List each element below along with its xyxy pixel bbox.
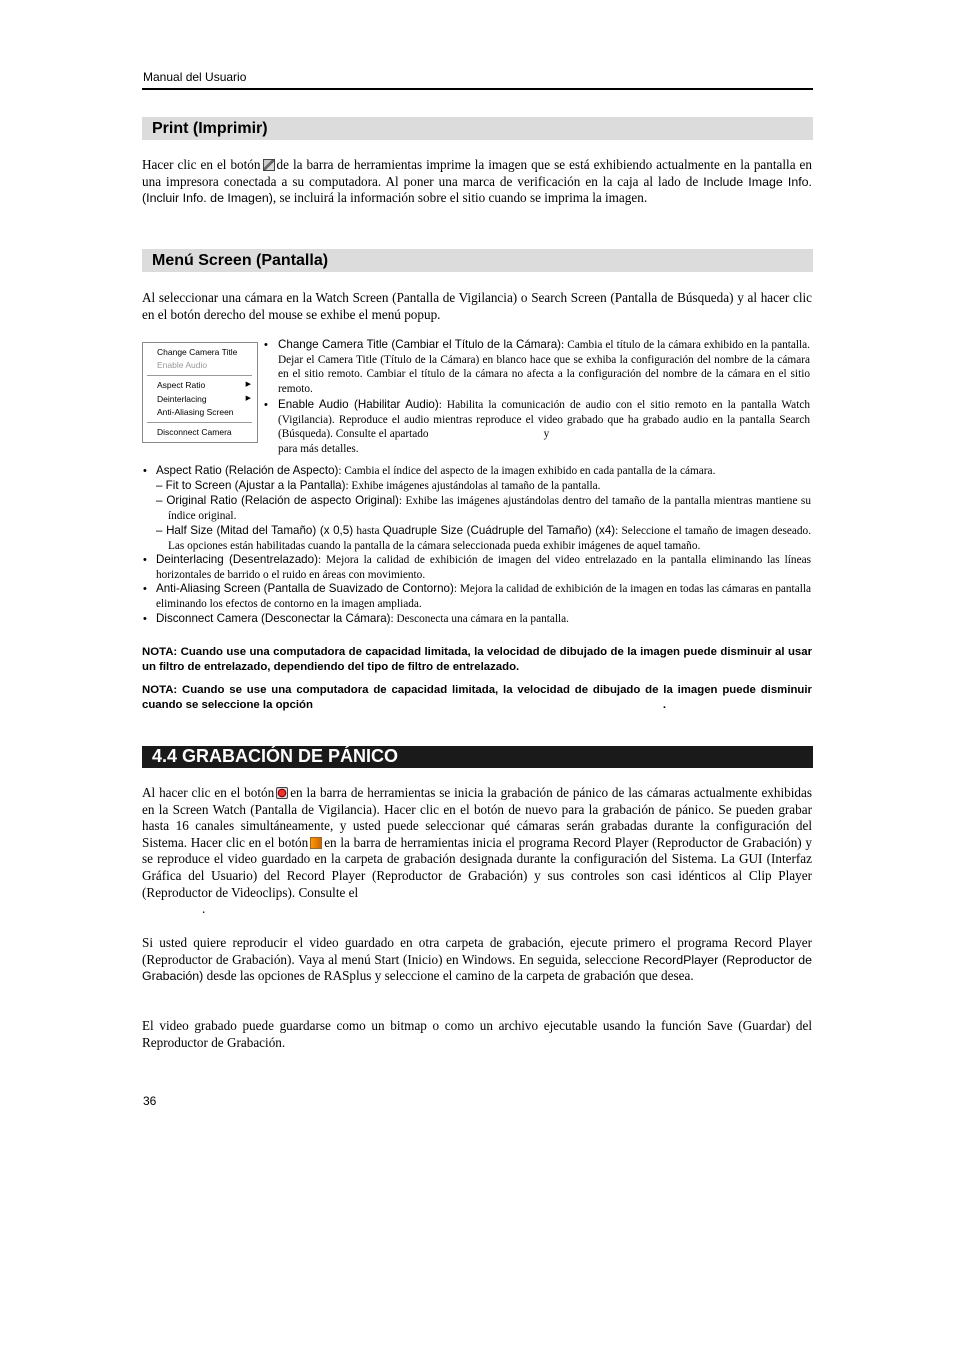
description: : Exhibe imágenes ajustándolas al tamaño de la pantalla.: [345, 480, 601, 492]
running-header: Manual del Usuario: [143, 70, 247, 84]
text: , se incluirá la información sobre el sitio cuando se imprima la imagen.: [272, 190, 648, 206]
term: Original Ratio (Relación de aspecto Original): [166, 494, 399, 507]
term: Anti-Aliasing Screen (Pantalla de Suavizado de Contorno): [156, 582, 454, 595]
chapter-heading-panic: [142, 746, 813, 768]
submenu-arrow-icon: ▶: [245, 395, 251, 402]
chapter-title: 4.4 GRABACIÓN DE PÁNICO: [152, 746, 399, 766]
description: : Habilita la comunicación de audio con el sitio remoto en la pantalla Watch (Vigilancia). Reproduce el audio mientras reproduce el video grabado que ha grabado audio en la pantalla Search (Búsqueda). Consulte el apartado: [278, 399, 810, 441]
term: Enable Audio (Habilitar Audio): [278, 398, 439, 411]
menu-item-disconnect-camera[interactable]: Disconnect Camera: [157, 427, 232, 437]
header-rule: [142, 88, 813, 90]
description: : Cambia el título de la cámara exhibido en la pantalla. Dejar el Camera Title (Título de la Cámara) en blanco hace que se exhiba la configuración del nombre de la cámara en el sitio remoto. Cambiar el título de la cámara no afecta a la configuración del nombre de la cámara en el sitio remoto.: [278, 339, 811, 396]
term: Deinterlacing (Desentrelazado): [156, 553, 318, 566]
bullet-icon: •: [143, 583, 147, 595]
print-paragraph: [142, 157, 812, 207]
section-title: Menú Screen (Pantalla): [152, 252, 329, 269]
sub-bullet-size: [156, 524, 811, 553]
section-heading-print: [142, 117, 813, 140]
term: Disconnect Camera (Desconectar la Cámara): [156, 612, 391, 625]
bullet-icon: •: [143, 613, 147, 625]
text: para más detalles.: [278, 443, 359, 456]
description: : Mejora la calidad de exhibición de la imagen en todas las cámaras en pantalla eliminando los efectos de contorno en la imagen ampliada.: [156, 583, 812, 610]
term: Change Camera Title (Cambiar el Título de la Cámara): [278, 338, 562, 351]
text: Al hacer clic en el botón: [142, 785, 275, 800]
panic-record-icon: [276, 787, 288, 799]
note-anti-aliasing: [142, 683, 812, 712]
dash: –: [156, 494, 167, 507]
panic-paragraph-2: [142, 935, 812, 985]
description: : Mejora la calidad de exhibición de imagen del video entrelazado en la pantalla eliminando las líneas horizontales de barrido o el ruido en áreas con movimiento.: [156, 554, 811, 581]
text: y: [543, 428, 550, 441]
text: NOTA: Cuando se use una computadora de capacidad limitada, la velocidad de dibujado de la imagen puede disminuir cuando se seleccione la opción: [142, 684, 812, 711]
panic-paragraph-3: El video grabado puede guardarse como un bitmap o como un archivo ejecutable usando la función Save (Guardar) del Reproductor de Grabación.: [142, 1018, 812, 1050]
term: Aspect Ratio (Relación de Aspecto): [156, 464, 339, 477]
bullet-aspect-ratio: [156, 464, 811, 479]
bullet-icon: •: [143, 465, 147, 477]
description: : Exhibe las imágenes ajustándolas dentro del tamaño de la pantalla mientras mantiene su índice original.: [168, 495, 811, 522]
description: : Desconecta una cámara en la pantalla.: [390, 613, 570, 625]
term: Half Size (Mitad del Tamaño) (x 0,5): [166, 524, 354, 537]
dash: –: [156, 479, 166, 492]
menu-item-aspect-ratio[interactable]: Aspect Ratio: [157, 380, 206, 390]
menu-separator: [147, 422, 252, 423]
menu-separator: [147, 375, 252, 376]
menu-item-anti-aliasing[interactable]: Anti-Aliasing Screen: [157, 407, 234, 417]
bullet-icon: •: [264, 339, 268, 351]
text: en la barra de herramientas inicia el programa Record Player (Reproductor de Grabación) y se reproduce el video guardado en la carpeta de grabación designada durante la configuración del Sistema. La GUI (Interfaz Gráfica del Usuario) del Record Player (Reproductor de Grabación) y sus controles son casi idénticos al Clip Player (Reproductor de Videoclips). Consulte el: [142, 834, 812, 900]
menu-item-deinterlacing[interactable]: Deinterlacing: [157, 394, 207, 404]
note-deinterlacing: NOTA: Cuando use una computadora de capacidad limitada, la velocidad de dibujado de la imagen puede disminuir al usar un filtro de entrelazado, dependiendo del tipo de filtro de entrelazado.: [142, 646, 812, 673]
print-icon: [263, 159, 275, 171]
record-player-icon: [310, 837, 322, 849]
description: : Cambia el índice del aspecto de la imagen exhibido en cada pantalla de la cámara.: [338, 465, 716, 477]
dash: –: [156, 524, 167, 537]
option-name: Include Image Info. (Incluir Info. de Imagen): [142, 174, 812, 206]
panic-paragraph-1: [142, 785, 812, 918]
bullet-disconnect: [156, 612, 811, 627]
text: en la barra de herramientas se inicia la grabación de pánico de las cámaras actualmente exhibidas en la Screen Watch (Pantalla de Vigilancia). Hacer clic en el botón de nuevo para la grabación de pánico. Se pueden grabar hasta 16 canales simultáneamente, y usted puede seleccionar qué cámaras serán grabadas durante la configuración del Sistema. Hacer clic en el botón: [142, 785, 812, 850]
text: desde las opciones de RASplus y seleccione el camino de la carpeta de grabación que desea.: [206, 968, 694, 984]
option-name: RecordPlayer (Reproductor de Grabación): [142, 952, 813, 984]
section-heading-screen-menu: [142, 249, 813, 272]
term: Fit to Screen (Ajustar a la Pantalla): [165, 479, 346, 492]
text: de la barra de herramientas imprime la imagen que se está exhibiendo actualmente en la pantalla en una impresora conectada a su computadora. Al poner una marca de verificación en la caja al lado de: [142, 157, 813, 189]
text: Si usted quiere reproducir el video guardado en otra carpeta de grabación, ejecute primero el programa Record Player (Reproductor de Grabación). Vaya al menú Start (Inicio) en Windows. En seguida, seleccione: [142, 935, 812, 967]
bullet-icon: •: [143, 554, 147, 566]
text: hasta: [356, 525, 380, 537]
text: .: [662, 698, 667, 711]
bullet-deinterlacing: [156, 553, 811, 582]
description: : Seleccione el tamaño de imagen deseado. Las opciones están habilitadas cuando la pantalla de la cámara seleccionada pueda exhibir imágenes de aquel tamaño.: [168, 525, 812, 552]
menu-item-enable-audio[interactable]: Enable Audio: [157, 360, 208, 370]
text: Hacer clic en el botón: [142, 157, 261, 172]
popup-menu-screenshot: [142, 342, 258, 443]
section-title: Print (Imprimir): [152, 120, 268, 137]
bullet-icon: •: [264, 399, 268, 411]
sub-bullet-original: [156, 494, 811, 523]
term: Quadruple Size (Cuádruple del Tamaño) (x4): [382, 524, 616, 537]
bullet-change-camera-title: [278, 338, 810, 397]
submenu-arrow-icon: ▶: [245, 381, 251, 388]
bullet-enable-audio: [278, 398, 810, 457]
menu-item-change-camera-title[interactable]: Change Camera Title: [157, 347, 238, 357]
screen-intro-paragraph: Al seleccionar una cámara en la Watch Screen (Pantalla de Vigilancia) o Search Screen (Pantalla de Búsqueda) y al hacer clic en el botón derecho del mouse se exhibe el menú popup.: [142, 290, 812, 322]
bullet-anti-aliasing: [156, 582, 811, 611]
sub-bullet-fit: [156, 479, 811, 494]
page-number: 36: [143, 1094, 157, 1108]
text: .: [202, 901, 206, 917]
